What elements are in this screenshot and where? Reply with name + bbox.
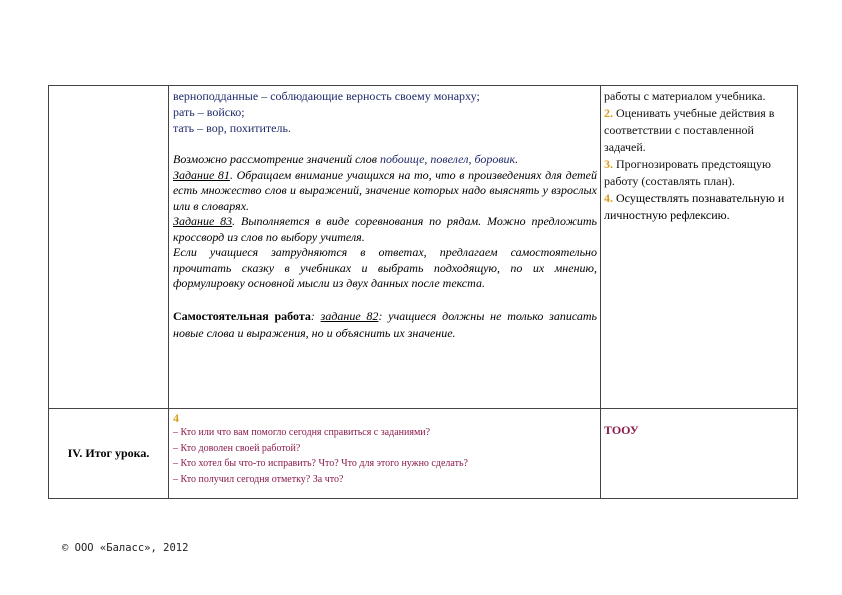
task81-label: Задание 81: [173, 167, 230, 182]
questions-cell: [169, 409, 601, 499]
content-cell: [169, 86, 601, 409]
stage-title: IV. Итог урока.: [49, 409, 169, 499]
definition-item: верноподданные – соблюдающие верность своему монарху;: [173, 89, 480, 103]
possible-suffix: .: [515, 152, 519, 166]
self-work-label: Самостоятельная работа: [173, 308, 311, 323]
possible-note: [173, 152, 597, 168]
uud-line1: работы с материалом учебника.: [604, 89, 766, 103]
question-item: – Кто доволен своей работой?: [173, 442, 301, 454]
self-work-paragraph: [173, 308, 597, 342]
task83-label: Задание 83: [173, 214, 233, 228]
definition-item: рать – войско;: [173, 105, 245, 119]
table-row: [49, 409, 798, 499]
uud-cell: [601, 86, 798, 409]
uud-item-4: 4. Осуществлять познавательную и личностную рефлексию.: [604, 191, 785, 222]
possible-words: побоище, повелел, боровик: [380, 152, 516, 166]
definition-item: тать – вор, похититель.: [173, 121, 291, 135]
stage-cell-empty: [49, 86, 169, 409]
uud-item-3: 3. Прогнозировать предстоящую работу (составлять план).: [604, 157, 772, 188]
self-work-text: : учащиеся должны не только записать новые слова и выражения, но и объяснить их значение.: [173, 308, 597, 340]
self-work-colon: :: [310, 308, 321, 323]
question-item: – Кто или что вам помогло сегодня справиться с заданиями?: [173, 427, 431, 438]
lesson-table: [48, 85, 798, 499]
task83-text: . Выполняется в виде соревнования по рядам. Можно предложить кроссворд из слов по выбору учителя.: [173, 214, 597, 244]
question-item: – Кто хотел бы что-то исправить? Что? Что для этого нужно сделать?: [173, 458, 468, 469]
table-row: [49, 86, 798, 409]
task81-paragraph: [173, 168, 597, 215]
question-item: – Кто получил сегодня отметку? За что?: [173, 473, 344, 485]
task82-label: задание 82: [320, 308, 379, 323]
toou-label: ТООУ: [604, 423, 639, 437]
toou-cell: [601, 409, 798, 499]
possible-prefix: Возможно рассмотрение значений слов: [173, 152, 381, 166]
uud-item-2: 2. Оценивать учебные действия в соответствии с поставленной задачей.: [604, 106, 775, 154]
questions-number: 4: [173, 411, 179, 425]
difficulty-paragraph: Если учащиеся затрудняются в ответах, предлагаем самостоятельно прочитать сказку в учебниках и выбрать подходящую, по их мнению, формулировку основной мысли из двух данных после текста.: [173, 245, 597, 290]
task83-paragraph: [173, 214, 597, 245]
definitions-list: [173, 88, 597, 136]
task81-text: . Обращаем внимание учащихся на то, что в произведениях для детей есть множество слов и выражений, значение которых надо выяснять у взрослых или в словарях.: [173, 167, 597, 213]
copyright-footer: © ООО «Баласс», 2012: [62, 542, 189, 554]
